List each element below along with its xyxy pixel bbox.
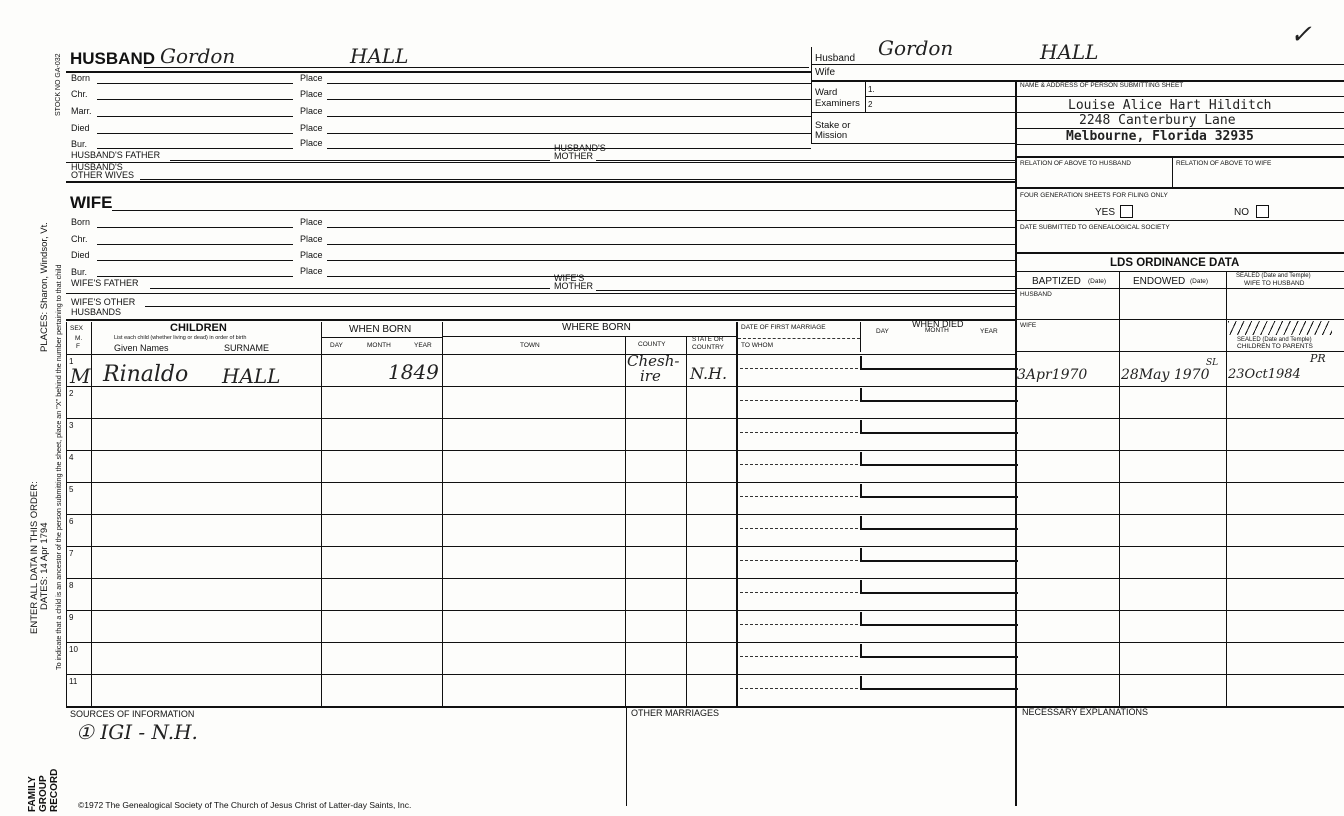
when-born-label: WHEN BORN bbox=[349, 324, 412, 335]
husband-bur-place-label: Place bbox=[300, 138, 323, 148]
wife-mother-label-2: MOTHER bbox=[554, 281, 593, 291]
baptized-label: BAPTIZED bbox=[1032, 276, 1081, 287]
wife-died-place-label: Place bbox=[300, 250, 323, 260]
yes-label: YES bbox=[1095, 207, 1116, 218]
wife-died-label: Died bbox=[71, 250, 90, 260]
wife-chr-label: Chr. bbox=[71, 234, 88, 244]
wife-born-label: Born bbox=[71, 217, 91, 227]
wife-bur-place-label: Place bbox=[300, 266, 323, 276]
baptized-date-label: (Date) bbox=[1088, 278, 1107, 285]
relation-to-husband-label: RELATION OF ABOVE TO HUSBAND bbox=[1020, 160, 1131, 167]
husband-mother-label-1: HUSBAND'S bbox=[554, 143, 606, 153]
no-label: NO bbox=[1234, 207, 1249, 218]
child-row-number: 4 bbox=[69, 453, 74, 462]
wife-chr-place-label: Place bbox=[300, 234, 323, 244]
wife-label: WIFE bbox=[70, 193, 113, 212]
child1-endowed: 28May 1970 bbox=[1121, 367, 1210, 383]
endowed-label: ENDOWED bbox=[1133, 276, 1186, 287]
first-marriage-label: DATE OF FIRST MARRIAGE bbox=[741, 324, 826, 331]
lds-title: LDS ORDINANCE DATA bbox=[1110, 257, 1240, 269]
to-whom-label: TO WHOM bbox=[741, 342, 774, 349]
husband-mother-label-2: MOTHER bbox=[554, 151, 593, 161]
form-title: FAMILY GROUP RECORD bbox=[27, 768, 60, 812]
husband-surname: HALL bbox=[350, 44, 409, 68]
child-row-number: 9 bbox=[69, 613, 74, 622]
child-row-number: 5 bbox=[69, 485, 74, 494]
child1-endowed-sup: SL bbox=[1206, 358, 1219, 368]
husband-died-label: Died bbox=[71, 123, 90, 133]
husband-marr-place-label: Place bbox=[300, 106, 323, 116]
child1-baptized: 3Apr1970 bbox=[1017, 367, 1088, 383]
where-born-label: WHERE BORN bbox=[562, 322, 631, 333]
husband-father-label: HUSBAND'S FATHER bbox=[71, 150, 161, 160]
stake-label-1: Stake or bbox=[815, 120, 851, 131]
children-label: CHILDREN bbox=[170, 322, 227, 334]
side-instruction-dates: DATES: 14 Apr 1794 bbox=[39, 522, 50, 610]
submitter-city: Melbourne, Florida 32935 bbox=[1066, 129, 1254, 144]
sealed-children-label-1: SEALED (Date and Temple) bbox=[1237, 337, 1312, 343]
child-row-number: 7 bbox=[69, 549, 74, 558]
examiner-1: 1. bbox=[868, 85, 875, 94]
examiner-2: 2 bbox=[868, 100, 873, 109]
child-row-number: 10 bbox=[69, 645, 78, 654]
child1-county-2: ire bbox=[640, 367, 661, 385]
submitter-name: Louise Alice Hart Hilditch bbox=[1068, 98, 1272, 113]
died-year-label: YEAR bbox=[980, 328, 998, 335]
explanations-label: NECESSARY EXPLANATIONS bbox=[1022, 707, 1149, 717]
four-generation-label: FOUR GENERATION SHEETS FOR FILING ONLY bbox=[1020, 192, 1168, 199]
examiners-label: Examiners bbox=[815, 98, 860, 109]
town-label: TOWN bbox=[520, 342, 540, 349]
lds-wife-label: WIFE bbox=[1020, 322, 1037, 329]
wife-father-label: WIFE'S FATHER bbox=[71, 278, 139, 288]
child1-birth-year: 1849 bbox=[388, 360, 439, 384]
when-died-label: WHEN DIED bbox=[912, 319, 964, 329]
sealed-wife-label-2: WIFE TO HUSBAND bbox=[1244, 280, 1305, 287]
hatched-area bbox=[1228, 321, 1332, 335]
sources-label: SOURCES OF INFORMATION bbox=[70, 709, 195, 719]
died-day-label: DAY bbox=[876, 328, 889, 335]
yes-checkbox[interactable] bbox=[1120, 205, 1133, 218]
wife-other-husbands-label-2: HUSBANDS bbox=[71, 307, 122, 317]
born-day-label: DAY bbox=[330, 342, 343, 349]
side-instruction-places: PLACES: Sharon, Windsor, Vt. bbox=[39, 222, 50, 352]
born-month-label: MONTH bbox=[367, 342, 391, 349]
born-year-label: YEAR bbox=[414, 342, 432, 349]
child1-state: N.H. bbox=[690, 364, 728, 383]
side-instruction-ancestor: To indicate that a child is an ancestor of the person submitting the sheet, place an "X" behind the number pertaining to that child bbox=[54, 264, 63, 670]
husband-label: HUSBAND bbox=[70, 49, 155, 68]
submitter-label: NAME & ADDRESS OF PERSON SUBMITTING SHEET bbox=[1020, 82, 1184, 89]
ward-wife-label: Wife bbox=[815, 67, 835, 78]
ward-husband-surname: HALL bbox=[1040, 40, 1099, 64]
child1-sealed: 23Oct1984 bbox=[1228, 367, 1301, 382]
child-row-number: 2 bbox=[69, 389, 74, 398]
ward-husband-label: Husband bbox=[815, 53, 856, 64]
copyright-notice: ©1972 The Genealogical Society of The Church of Jesus Christ of Latter-day Saints, Inc. bbox=[78, 800, 412, 810]
husband-other-wives-label-1: HUSBAND'S bbox=[71, 162, 123, 172]
stock-number: STOCK NO GA-032 bbox=[55, 53, 62, 116]
relation-to-wife-label: RELATION OF ABOVE TO WIFE bbox=[1176, 160, 1272, 167]
wife-bur-label: Bur. bbox=[71, 267, 88, 277]
child1-sealed-mark: PR bbox=[1310, 352, 1326, 365]
child1-given-name: Rinaldo bbox=[103, 362, 189, 387]
sealed-wife-label-1: SEALED (Date and Temple) bbox=[1236, 273, 1311, 279]
other-marriages-label: OTHER MARRIAGES bbox=[631, 708, 720, 718]
sex-label: SEX bbox=[70, 325, 84, 332]
date-submitted-label: DATE SUBMITTED TO GENEALOGICAL SOCIETY bbox=[1020, 224, 1170, 231]
husband-other-wives-label-2: OTHER WIVES bbox=[71, 170, 135, 180]
child1-surname: HALL bbox=[222, 364, 281, 388]
sealed-children-label-2: CHILDREN TO PARENTS bbox=[1237, 343, 1313, 350]
child1-sex: M bbox=[70, 364, 91, 388]
state-label-1: STATE OR bbox=[692, 336, 724, 343]
child-row-number: 1 bbox=[69, 357, 74, 366]
husband-given-name: Gordon bbox=[160, 44, 236, 68]
endowed-date-label: (Date) bbox=[1190, 278, 1209, 285]
surname-label: SURNAME bbox=[224, 343, 270, 353]
lds-husband-label: HUSBAND bbox=[1020, 291, 1052, 298]
husband-died-place-label: Place bbox=[300, 123, 323, 133]
side-instruction-enter: ENTER ALL DATA IN THIS ORDER: bbox=[29, 481, 40, 634]
child-row-number: 11 bbox=[69, 677, 78, 686]
given-names-label: Given Names bbox=[114, 343, 169, 353]
wife-born-place-label: Place bbox=[300, 217, 323, 227]
county-label: COUNTY bbox=[638, 341, 666, 348]
check-mark: ✓ bbox=[1290, 20, 1312, 50]
wife-mother-label-1: WIFE'S bbox=[554, 273, 585, 283]
sex-f-label: F bbox=[76, 343, 80, 350]
husband-born-place-label: Place bbox=[300, 73, 323, 83]
child-row-number: 3 bbox=[69, 421, 74, 430]
ward-label: Ward bbox=[815, 87, 838, 98]
state-label-2: COUNTRY bbox=[692, 344, 725, 351]
ward-husband-given: Gordon bbox=[878, 36, 954, 60]
husband-born-label: Born bbox=[71, 73, 91, 83]
submitter-street: 2248 Canterbury Lane bbox=[1079, 113, 1236, 128]
children-note: List each child (whether living or dead) in order of birth bbox=[114, 335, 247, 341]
died-month-label: MONTH bbox=[925, 327, 949, 334]
wife-other-husbands-label-1: WIFE'S OTHER bbox=[71, 297, 136, 307]
child1-county-1: Chesh- bbox=[627, 352, 680, 370]
husband-marr-label: Marr. bbox=[71, 106, 92, 116]
husband-bur-label: Bur. bbox=[71, 139, 88, 149]
stake-label-2: Mission bbox=[815, 130, 848, 141]
husband-chr-place-label: Place bbox=[300, 89, 323, 99]
child-row-number: 8 bbox=[69, 581, 74, 590]
husband-chr-label: Chr. bbox=[71, 89, 88, 99]
no-checkbox[interactable] bbox=[1256, 205, 1269, 218]
sex-m-label: M. bbox=[75, 335, 83, 342]
child-row-number: 6 bbox=[69, 517, 74, 526]
sources-value: ① IGI - N.H. bbox=[76, 720, 198, 744]
